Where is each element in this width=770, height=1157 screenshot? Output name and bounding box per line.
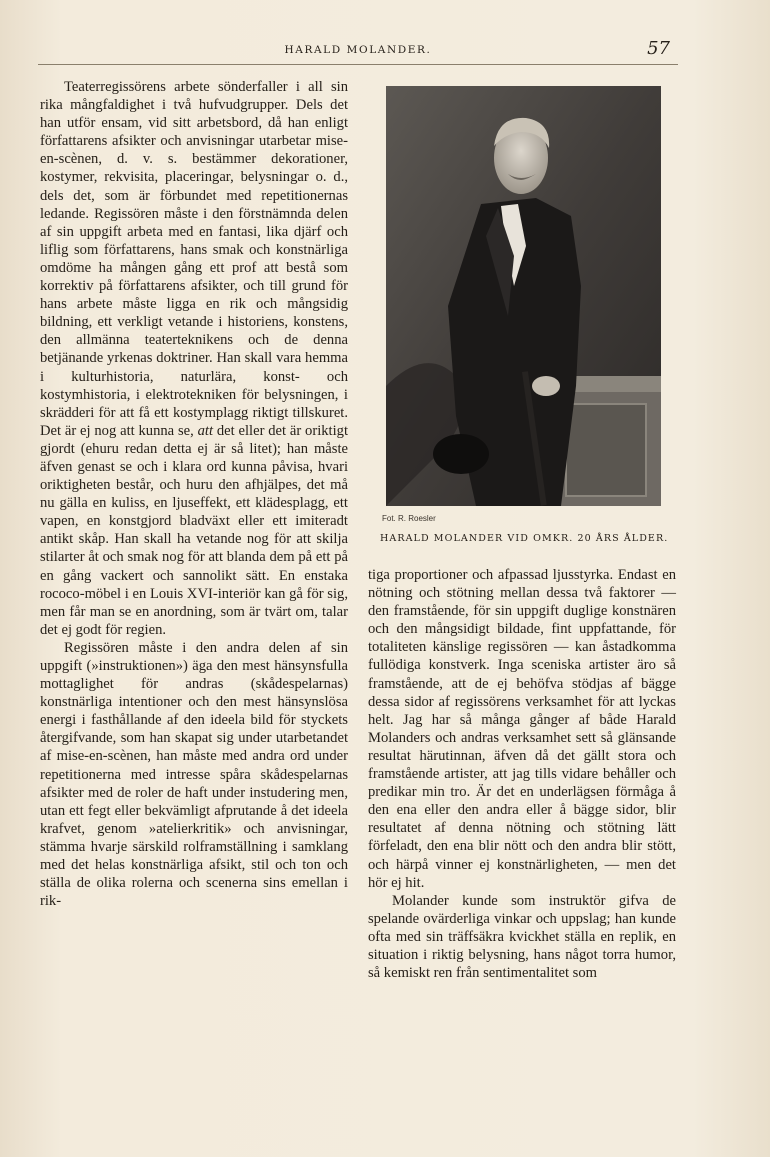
- running-title: HARALD MOLANDER.: [284, 44, 432, 56]
- top-hat: [433, 434, 489, 474]
- left-paragraph-1-text: Teaterregissörens arbete sönderfaller i all sin rika mångfaldighet i två hufvudgrupper. Dels det han utför ensam, vid sitt arbetsbord, då han enligt författarens afsikter och anvisningar utarbetar mise-en-scènen, d. v. s. bestämmer dekorationer, kostymer, rekvisita, placeringar, belysningar o. d., dels det, som är förbundet med repetitionernas ledande. Regissören måste i den förstnämnda delen af sin uppgift arbeta med en fantasi, lika djärf och liflig som författarens, hans smak och konstnärliga omdöme ha mången gång ett prof att bestå som korrektiv på författarens afsikter, och till grund för hans arbete måste ligga en rik och mångsidig bildning, ett verkligt vetande i historiens, konstens, den allmänna teaterteknikens och de denna betjänande yrkenas doktriner. Han skall vara hemma i kulturhistoria, naturlära, konst- och kostymhistoria, i elektrotekniken för belysningen, i skrädderi för att få ett kostymplagg riktigt tillskuret. Det är ej nog att kunna se,: [40, 79, 348, 439]
- portrait-photo: [386, 86, 661, 506]
- pedestal-panel: [566, 404, 646, 496]
- page-header: [38, 40, 678, 65]
- left-paragraph-2: Regissören måste i den andra delen af sin uppgift (»instruktionen») äga den mest hänsynsfulla mottaglighet för andras (skådespelarnas) konstnärliga intentioner och den mest hänsynslösa energi i fasthållande af den ideela bild för styckets återgifvande, som han skapat sig under utarbetandet af mise-en-scènen, han måste med andra ord under repetitionerna med intresse spåra skådespelarnas afsikter med de roler de haft under instudering men, utan ett fegt eller bekvämligt afprutande å det ideela krafvet, genom »atelierkritik» och anvisningar, stämma hvarje särskild rolframställning i samklang med det helas konstnärliga afsikt, stil och ton och ställa de olika rolerna och scenerna sins emellan i rik-: [40, 639, 348, 910]
- hand: [532, 376, 560, 396]
- left-paragraph-1-end: det eller det är oriktigt gjordt (ehuru redan detta ej är så litet); han måste äfven genast se och i klara ord kunna påvisa, hvari oriktigheten består, och huru den afhjälpes, det må nu gälla en kuliss, en ljuseffekt, ett klädesplagg, ett vapen, en konstgjord bladväxt eller ett imiteradt antikt skåp. Han skall ha vetande nog för att skilja stilarter åt och smak nog för att blanda dem på ett på en gång vackert och sannolikt sätt. En enstaka rococo-möbel i en Louis XVI-interiör kan gå för sig, men får man se en anordning, som är tvärt om, talar det ej godt för regien.: [40, 422, 349, 638]
- right-paragraph-2: Molander kunde som instruktör gifva de spelande ovärderliga vinkar och uppslag; han kunde ofta med sin träffsäkra kvickhet ställa en replik, en situation i riktig belysning, hans något torra humor, så kemiskt ren från sentimentalitet som: [368, 892, 676, 982]
- portrait-illustration: [386, 86, 661, 506]
- right-text-column: [368, 566, 676, 982]
- photo-credit: Fot. R. Roesler: [382, 514, 436, 523]
- left-paragraph-1: [40, 78, 348, 639]
- right-paragraph-1: tiga proportioner och afpassad ljusstyrka. Endast en nötning och stötning mellan dessa två faktorer — den framstående, för sin uppgift duglige konstnären och den mångsidigt bildade, fint uppfattande, för totaliteten känslige regissören — kan åstadkomma fullödiga konstverk. Inga sceniska artister äro så framstående, att de ej behöfva stödjas af bägge dessa sidor af regissörens verksamhet för att lyckas helt. Jag har så många gånger af både Harald Molanders och andras verksamhet sett så glänsande resultat härutinnan, äfven då det gällt stora och framstående artister, att jag tills vidare behåller och predikar min tro. Är det en underlägsen förmåga å den ena eller den andra eller å bägge sidor, blir resultatet af denna nötning och stötning lätt förfeladt, den ena blir nött och den andra blir stött, och härpå vinner ej konstnärligheten, — men det hör ej hit.: [368, 567, 676, 891]
- page-number: 57: [647, 38, 670, 59]
- photo-caption: HARALD MOLANDER VID OMKR. 20 ÅRS ÅLDER.: [380, 533, 669, 544]
- emphasized-word: att: [197, 422, 214, 439]
- left-text-column: [40, 78, 348, 910]
